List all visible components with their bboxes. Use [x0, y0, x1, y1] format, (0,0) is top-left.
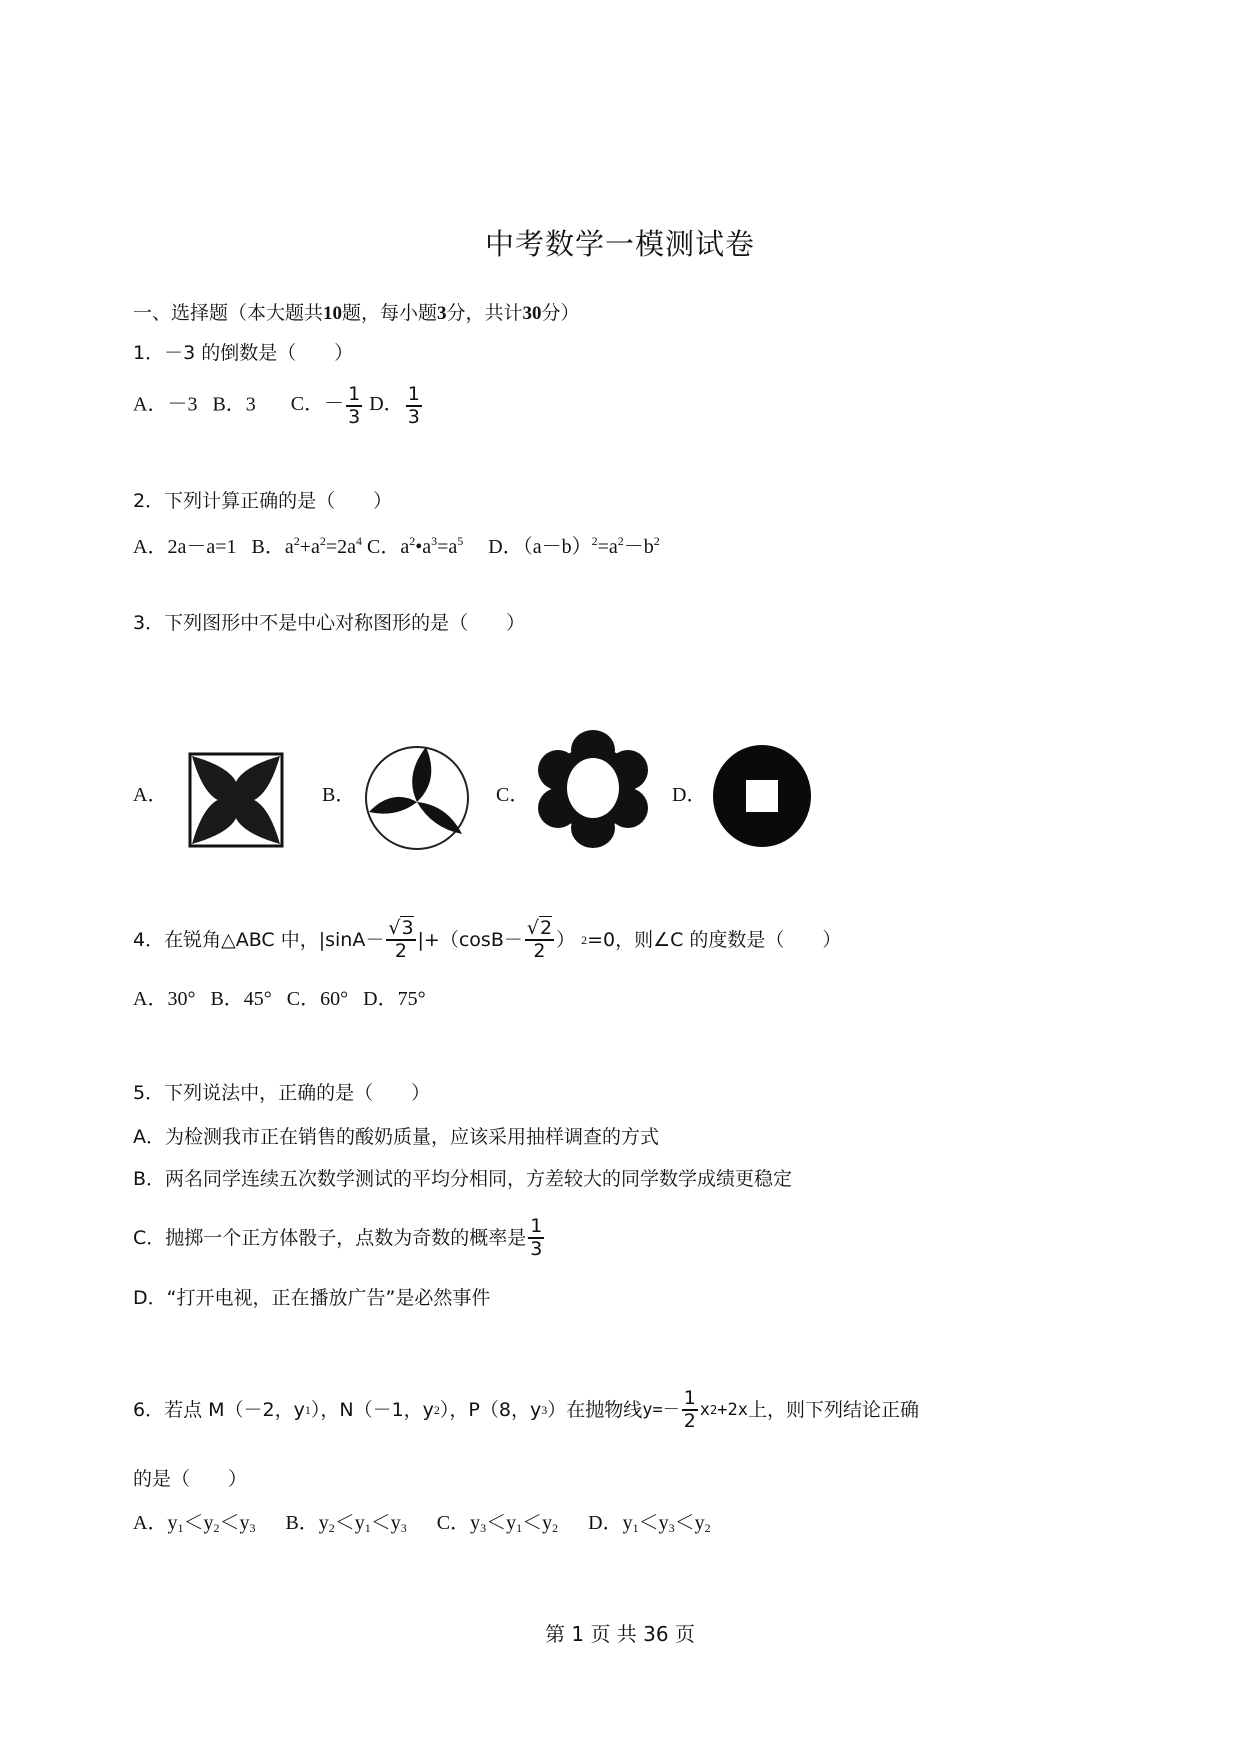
question-4-options: [133, 986, 426, 1012]
numerator: 1: [683, 1387, 696, 1409]
question-5-stem: 5．下列说法中，正确的是（ ）: [133, 1082, 431, 1104]
exponent: 2: [617, 534, 624, 548]
subscript: 1: [632, 1521, 639, 1535]
option-d-prefix: D．（a－b）: [488, 536, 592, 558]
option-label: C．y: [436, 1512, 481, 1534]
option-b: [285, 1512, 406, 1534]
fraction: [346, 384, 362, 428]
option-c: [133, 1216, 546, 1260]
option-a: A．2a－a=1: [133, 536, 237, 558]
question-count: 10: [323, 303, 343, 324]
section-heading-mid1: 题，每小题: [342, 302, 438, 324]
term: =a: [437, 536, 458, 558]
question-3-stem: 3．下列图形中不是中心对称图形的是（ ）: [133, 612, 526, 634]
stem-part: ）在抛物线: [547, 1398, 643, 1421]
subscript: 3: [400, 1521, 407, 1535]
term: =2a: [325, 536, 357, 558]
fraction: [528, 1216, 544, 1260]
formula-suffix: +2x: [717, 1399, 748, 1420]
option-a: [133, 1512, 255, 1534]
question-4-stem-mid2: ）: [556, 928, 576, 951]
section-heading-suffix: 分）: [541, 302, 580, 324]
exponent: 2: [581, 932, 588, 947]
denominator: 3: [407, 405, 420, 428]
option-c-text: C．抛掷一个正方体骰子，点数为奇数的概率是: [133, 1226, 527, 1249]
question-2-options: [133, 528, 660, 560]
points-per-question: 3: [437, 303, 447, 324]
option-d-prefix: D．: [369, 393, 404, 416]
subscript: 3: [249, 1521, 256, 1535]
option-b-prefix: B．a: [251, 536, 294, 558]
exponent: 2: [653, 534, 660, 548]
subscript: 1: [177, 1521, 184, 1535]
denominator: 2: [533, 939, 546, 962]
less-than: ＜y: [638, 1512, 669, 1534]
subscript: 2: [704, 1521, 711, 1535]
three-blade-circle-icon: [362, 740, 472, 850]
denominator: 2: [394, 939, 407, 962]
section-heading-prefix: 一、选择题（本大题共: [133, 302, 324, 324]
sqrt-symbol: √3: [388, 917, 414, 939]
question-4-stem-mid: |+（cosB－: [417, 928, 523, 951]
subscript: 3: [541, 1402, 548, 1417]
sqrt-symbol: √2: [526, 917, 553, 939]
subscript: 2: [328, 1521, 335, 1535]
variable-x: x: [699, 1399, 711, 1420]
four-petal-square-icon: [188, 752, 284, 848]
option-b: B．45°: [210, 988, 272, 1010]
option-c: C．60°: [286, 988, 349, 1010]
option-c: [437, 1512, 558, 1534]
option-label: D．y: [588, 1512, 633, 1534]
stem-part: ），N（－1，y: [310, 1398, 434, 1421]
exponent: 2: [409, 534, 416, 548]
denominator: 3: [348, 405, 361, 428]
less-than: ＜y: [486, 1512, 517, 1534]
exponent: 2: [710, 1402, 718, 1417]
question-1-stem: 1．－3 的倒数是（ ）: [133, 342, 354, 364]
six-petal-flower-icon: [538, 728, 648, 848]
term: •a: [415, 536, 432, 558]
exponent: 4: [356, 534, 363, 548]
option-c-prefix: C．－: [290, 393, 345, 416]
option-d: D．“打开电视，正在播放广告”是必然事件: [133, 1287, 491, 1309]
less-than: ＜y: [522, 1512, 553, 1534]
stem-part: 上，则下列结论正确: [748, 1398, 920, 1421]
option-d: D．75°: [363, 988, 426, 1010]
option-d: [369, 383, 424, 428]
subscript: 1: [304, 1402, 311, 1417]
option-b-label: B．: [322, 784, 356, 806]
question-2-stem: 2．下列计算正确的是（ ）: [133, 490, 393, 512]
numerator: 1: [407, 383, 420, 405]
page-footer: 第 1 页 共 36 页: [545, 1622, 695, 1646]
subscript: 2: [213, 1521, 220, 1535]
question-6-options: [133, 1510, 711, 1541]
subscript: 1: [364, 1521, 371, 1535]
option-c: [367, 536, 463, 558]
exponent: 3: [431, 534, 438, 548]
less-than: ＜y: [183, 1512, 214, 1534]
option-c-prefix: C．a: [367, 536, 410, 558]
less-than: ＜y: [219, 1512, 250, 1534]
exponent: 5: [457, 534, 464, 548]
formula-prefix: y=－: [642, 1399, 680, 1420]
option-a: A．30°: [133, 988, 196, 1010]
option-a: A．为检测我市正在销售的酸奶质量，应该采用抽样调查的方式: [133, 1126, 659, 1148]
radicand: 3: [401, 917, 414, 939]
question-6-stem-line2: 的是（ ）: [133, 1468, 248, 1490]
option-d: [588, 1512, 710, 1534]
section-heading: [133, 300, 580, 327]
total-points: 30: [522, 303, 542, 324]
option-b: [251, 536, 362, 558]
fraction: [406, 384, 422, 428]
question-4-stem-suffix: =0，则∠C 的度数是（ ）: [587, 928, 842, 951]
page-title: 中考数学一模测试卷: [484, 227, 755, 261]
section-heading-mid2: 分，共计: [446, 302, 523, 324]
subscript: 3: [668, 1521, 675, 1535]
fraction: [682, 1388, 698, 1432]
option-c: [290, 383, 364, 428]
stem-part: 6．若点 M（－2，y: [133, 1398, 305, 1421]
less-than: ＜y: [334, 1512, 365, 1534]
question-4-stem-prefix: 4．在锐角△ABC 中，|sinA－: [133, 928, 385, 951]
coin-with-square-hole-icon: [712, 744, 812, 848]
less-than: ＜y: [370, 1512, 401, 1534]
fraction-sqrt2-over-2: [525, 918, 554, 962]
option-label: B．y: [285, 1512, 329, 1534]
radicand: 2: [539, 917, 553, 939]
subscript: 2: [433, 1402, 440, 1417]
denominator: 3: [530, 1237, 543, 1260]
question-1-options: [133, 384, 424, 428]
numerator: 1: [530, 1215, 543, 1237]
term: +a: [299, 536, 320, 558]
numerator: [525, 918, 554, 939]
option-d-label: D．: [672, 784, 707, 806]
option-a: A．－3: [133, 393, 198, 416]
option-b: B．3: [212, 393, 256, 416]
option-b: B．两名同学连续五次数学测试的平均分相同，方差较大的同学数学成绩更稳定: [133, 1168, 793, 1190]
question-6-stem: [133, 1388, 919, 1432]
option-c-label: C．: [496, 784, 530, 806]
term: －b: [623, 536, 654, 558]
subscript: 2: [552, 1521, 559, 1535]
option-a-label: A．: [133, 784, 168, 806]
fraction-sqrt3-over-2: [386, 918, 415, 962]
term: =a: [597, 536, 618, 558]
parabola-formula: [642, 1388, 748, 1432]
numerator: [386, 918, 415, 939]
option-label: A．y: [133, 1512, 178, 1534]
numerator: 1: [348, 383, 361, 405]
subscript: 3: [480, 1521, 487, 1535]
exponent: 2: [591, 534, 598, 548]
denominator: 2: [683, 1409, 696, 1432]
less-than: ＜y: [674, 1512, 705, 1534]
option-d: [488, 536, 659, 558]
stem-part: ），P（8，y: [439, 1398, 542, 1421]
subscript: 1: [516, 1521, 523, 1535]
question-4-stem: [133, 918, 841, 962]
exponent: 2: [319, 534, 326, 548]
exponent: 2: [293, 534, 300, 548]
